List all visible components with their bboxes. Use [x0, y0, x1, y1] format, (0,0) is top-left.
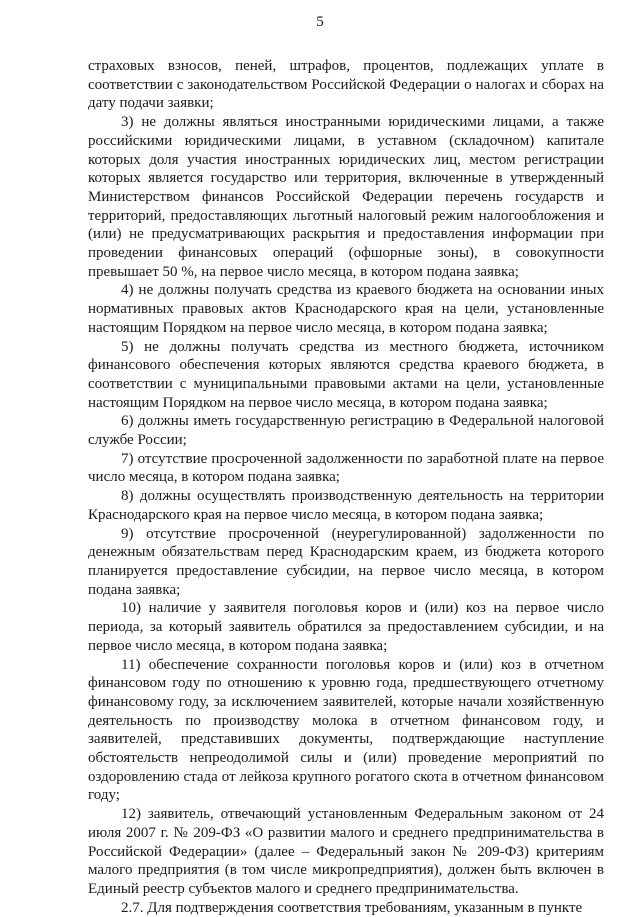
paragraph-item-11: 11) обеспечение сохранности поголовья коров и (или) коз в отчетном финансовом году по отношению к уровню года, предшествующего отчетному финансовому году, за исключением заявителей, которые начали хозяйственную деятельность по производству молока в отчетном финансовом году, и заявителей, представивших документы, подтверждающие наступление обстоятельств непреодолимой силы и (или) проведение мероприятий по оздоровлению стада от лейкоза крупного рогатого скота в отчетном финансовом году; — [88, 656, 604, 804]
paragraph-item-3: 3) не должны являться иностранными юридическими лицами, а также российскими юридическими лицами, в уставном (складочном) капитале которых доля участия иностранных юридических лиц, местом регистрации которых является государство или территория, включенные в утвержденный Министерством финансов Российской Федерации перечень государств и территорий, предоставляющих льготный налоговый режим налогообложения и (или) не предусматривающих раскрытия и предоставления информации при проведении финансовых операций (офшорные зоны), в совокупности превышает 50 %, на первое число месяца, в котором подана заявка; — [88, 114, 604, 280]
page-number: 5 — [316, 14, 324, 30]
paragraph-item-6: 6) должны иметь государственную регистрацию в Федеральной налоговой службе России; — [88, 413, 604, 449]
paragraph-section-2-7: 2.7. Для подтверждения соответствия требованиям, указанным в пункте — [121, 899, 583, 916]
paragraph-item-9: 9) отсутствие просроченной (неурегулированной) задолженности по денежным обязательствам перед Краснодарским краем, из бюджета которого планируется предоставление субсидии, на первое число месяца, в котором подана заявка; — [88, 525, 604, 598]
paragraph-continuation: страховых взносов, пеней, штрафов, процентов, подлежащих уплате в соответствии с законодательством Российской Федерации о налогах и сборах на дату подачи заявки; — [88, 58, 604, 112]
paragraph-item-5: 5) не должны получать средства из местного бюджета, источником финансового обеспечения которых являются средства краевого бюджета, в соответствии с муниципальными правовыми актами на цели, установленные настоящим Порядком на первое число месяца, в котором подана заявка; — [88, 338, 604, 411]
paragraph-item-12: 12) заявитель, отвечающий установленным Федеральным законом от 24 июля 2007 г. № 209-ФЗ «О развитии малого и среднего предпринимательства в Российской Федерации» (далее – Федеральный закон № 209-ФЗ) критериям малого предприятия (в том числе микропредприятия), должен быть включен в Единый реестр субъектов малого и среднего предпринимательства. — [88, 806, 604, 897]
paragraph-item-10: 10) наличие у заявителя поголовья коров и (или) коз на первое число периода, за который заявитель обратился за предоставлением субсидии, и на первое число месяца, в котором подана заявка; — [88, 600, 604, 654]
document-body — [88, 57, 604, 917]
paragraph-item-4: 4) не должны получать средства из краевого бюджета на основании иных нормативных правовых актов Краснодарского края на цели, установленные настоящим Порядком на первое число месяца, в котором подана заявка; — [88, 282, 604, 336]
paragraph-item-8: 8) должны осуществлять производственную деятельность на территории Краснодарского края на первое число месяца, в котором подана заявка; — [88, 488, 604, 523]
paragraph-item-7: 7) отсутствие просроченной задолженности по заработной плате на первое число месяца, в котором подана заявка; — [88, 450, 604, 486]
